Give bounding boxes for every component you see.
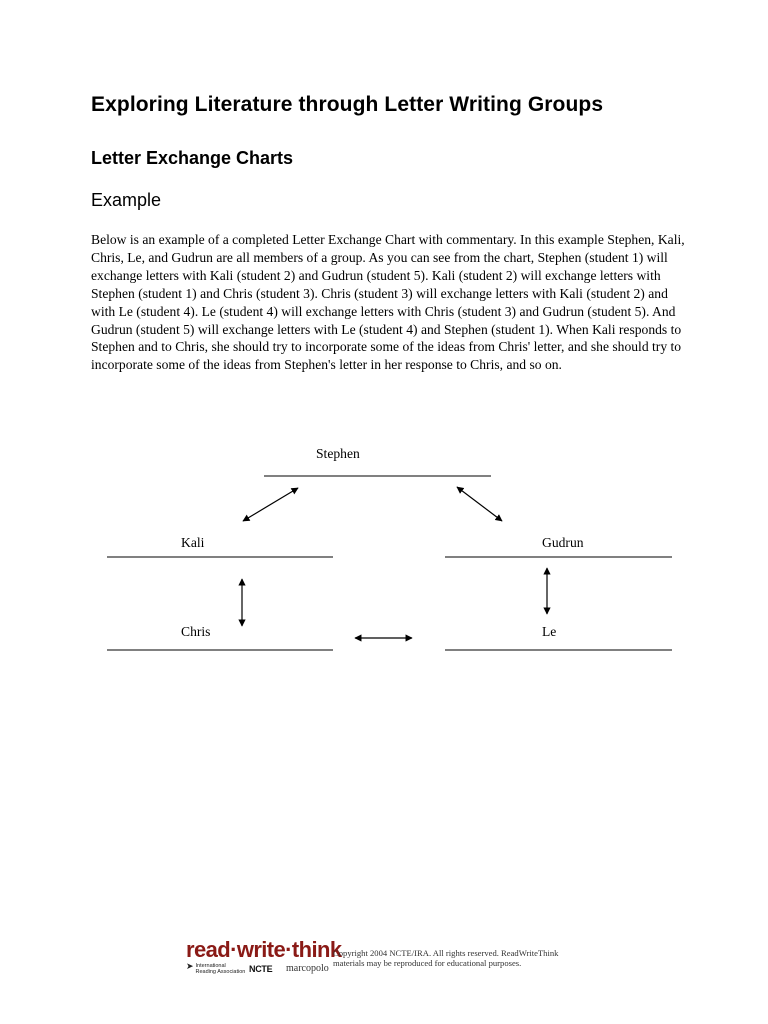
arrow-stephen-gudrun <box>457 487 502 521</box>
marcopolo-logo: marcopolo <box>286 963 329 974</box>
arrow-kali-stephen <box>243 488 298 521</box>
name-chris: Chris <box>181 624 211 639</box>
intro-paragraph: Below is an example of a completed Letter Exchange Chart with commentary. In this example Stephen, Kali, Chris, Le, and Gudrun are all members of a group. As you can see from the chart, Stephen (student 1) will exchange letters with Kali (student 2) and Gudrun (student 5). Kali (student 2) will exchange letters with Stephen (student 1) and Chris (student 3). Chris (student 3) will exchange letters with Kali (student 2) and with Le (student 4). Le (student 4) will exchange letters with Chris (student 3) and Gudrun (student 5). And Gudrun (student 5) will exchange letters with Le (student 4) and Stephen (student 1). When Kali responds to Stephen and to Chris, she should try to incorporate some of the ideas from Chris' letter, and she should try to incorporate some of the ideas from Stephen's letter in her response to Chris, and so on. <box>91 232 685 373</box>
name-stephen: Stephen <box>316 446 360 461</box>
ira-logo: ➤ International Reading Association <box>186 961 246 975</box>
name-le: Le <box>542 624 557 639</box>
ira-arrow-icon: ➤ <box>186 961 194 971</box>
subsection-heading: Example <box>91 190 162 210</box>
letter-exchange-diagram <box>0 430 768 670</box>
section-heading: Letter Exchange Charts <box>91 148 294 168</box>
name-gudrun: Gudrun <box>542 535 584 550</box>
footer <box>186 938 606 980</box>
readwritethink-logo: read·write·think <box>186 937 342 962</box>
ncte-logo: NCTE <box>249 964 273 974</box>
copyright-notice: Copyright 2004 NCTE/IRA. All rights reserved. ReadWriteThink materials may be reproduced for educational purposes. <box>333 948 559 968</box>
name-kali: Kali <box>181 535 205 550</box>
document-title: Exploring Literature through Letter Writing Groups <box>91 93 604 116</box>
